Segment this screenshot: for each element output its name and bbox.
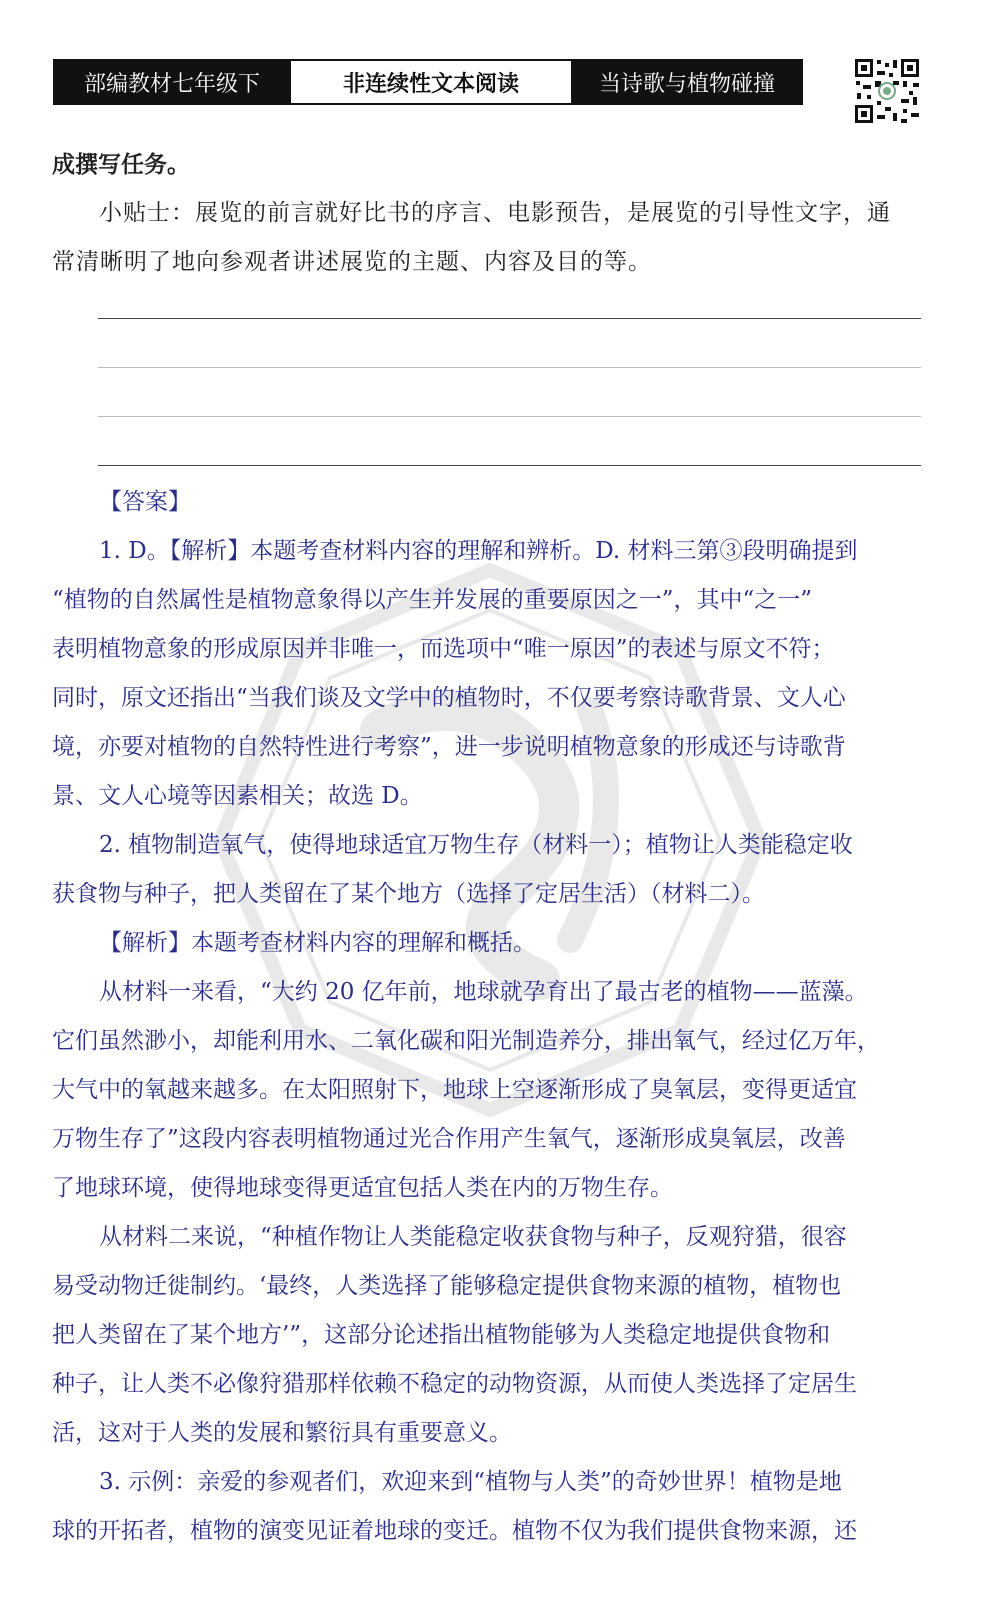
answer-line: 3. 示例：亲爱的参观者们，欢迎来到“植物与人类”的奇妙世界！植物是地 bbox=[99, 1469, 842, 1495]
tip-line-2: 常清晰明了地向参观者讲述展览的主题、内容及目的等。 bbox=[52, 249, 652, 275]
answer-line: 易受动物迁徙制约。‘最终，人类选择了能够稳定提供食物来源的植物，植物也 bbox=[52, 1273, 842, 1299]
header-unit-label: 当诗歌与植物碰撞 bbox=[573, 61, 801, 103]
answer-line: 把人类留在了某个地方’”，这部分论述指出植物能够为人类稳定地提供食物和 bbox=[52, 1322, 831, 1348]
header-bar bbox=[53, 59, 803, 105]
answer-line: 表明植物意象的形成原因并非唯一，而选项中“唯一原因”的表述与原文不符； bbox=[52, 636, 835, 662]
header-textbook-label: 部编教材七年级下 bbox=[55, 61, 289, 103]
answer-line: 获食物与种子，把人类留在了某个地方（选择了定居生活）（材料二）。 bbox=[52, 881, 765, 907]
answer-heading: 【答案】 bbox=[99, 489, 191, 515]
answer-line: 1. D。【解析】本题考查材料内容的理解和辨析。D. 材料三第③段明确提到 bbox=[99, 538, 858, 564]
answer-line: 种子，让人类不必像狩猎那样依赖不稳定的动物资源，从而使人类选择了定居生 bbox=[52, 1371, 857, 1397]
answer-line: 景、文人心境等因素相关；故选 D。 bbox=[52, 783, 423, 809]
answer-line: 万物生存了”这段内容表明植物通过光合作用产生氧气，逐渐形成臭氧层，改善 bbox=[52, 1126, 846, 1152]
tip-line-1: 小贴士：展览的前言就好比书的序言、电影预告，是展览的引导性文字，通 bbox=[99, 200, 891, 226]
answer-line: 球的开拓者，植物的演变见证着地球的变迁。植物不仅为我们提供食物来源，还 bbox=[52, 1518, 857, 1544]
header-topic-label: 非连续性文本阅读 bbox=[289, 61, 573, 103]
answer-line: 从材料一来看，“大约 20 亿年前，地球就孕育出了最古老的植物——蓝藻。 bbox=[99, 979, 868, 1005]
answer-line: 活，这对于人类的发展和繁衍具有重要意义。 bbox=[52, 1420, 512, 1446]
answer-line: 2. 植物制造氧气，使得地球适宜万物生存（材料一）；植物让人类能稳定收 bbox=[99, 832, 853, 858]
answer-line: 了地球环境，使得地球变得更适宜包括人类在内的万物生存。 bbox=[52, 1175, 673, 1201]
answer-line: 【解析】本题考查材料内容的理解和概括。 bbox=[99, 930, 536, 956]
answer-line: 大气中的氧越来越多。在太阳照射下，地球上空逐渐形成了臭氧层，变得更适宜 bbox=[52, 1077, 857, 1103]
intro-fragment: 成撰写任务。 bbox=[52, 151, 190, 178]
writing-line bbox=[98, 318, 921, 319]
answer-line: 境，亦要对植物的自然特性进行考察”，进一步说明植物意象的形成还与诗歌背 bbox=[52, 734, 846, 760]
qr-code-icon bbox=[853, 57, 921, 125]
writing-line bbox=[98, 465, 921, 466]
writing-line bbox=[98, 367, 921, 368]
answer-line: 它们虽然渺小，却能利用水、二氧化碳和阳光制造养分，排出氧气，经过亿万年， bbox=[52, 1028, 880, 1054]
answer-line: “植物的自然属性是植物意象得以产生并发展的重要原因之一”，其中“之一” bbox=[52, 587, 813, 613]
answer-section bbox=[52, 478, 924, 1556]
document-body bbox=[52, 140, 924, 287]
answer-line: 从材料二来说，“种植作物让人类能稳定收获食物与种子，反观狩猎，很容 bbox=[99, 1224, 847, 1250]
writing-line bbox=[98, 416, 921, 417]
answer-line: 同时，原文还指出“当我们谈及文学中的植物时，不仅要考察诗歌背景、文人心 bbox=[52, 685, 846, 711]
